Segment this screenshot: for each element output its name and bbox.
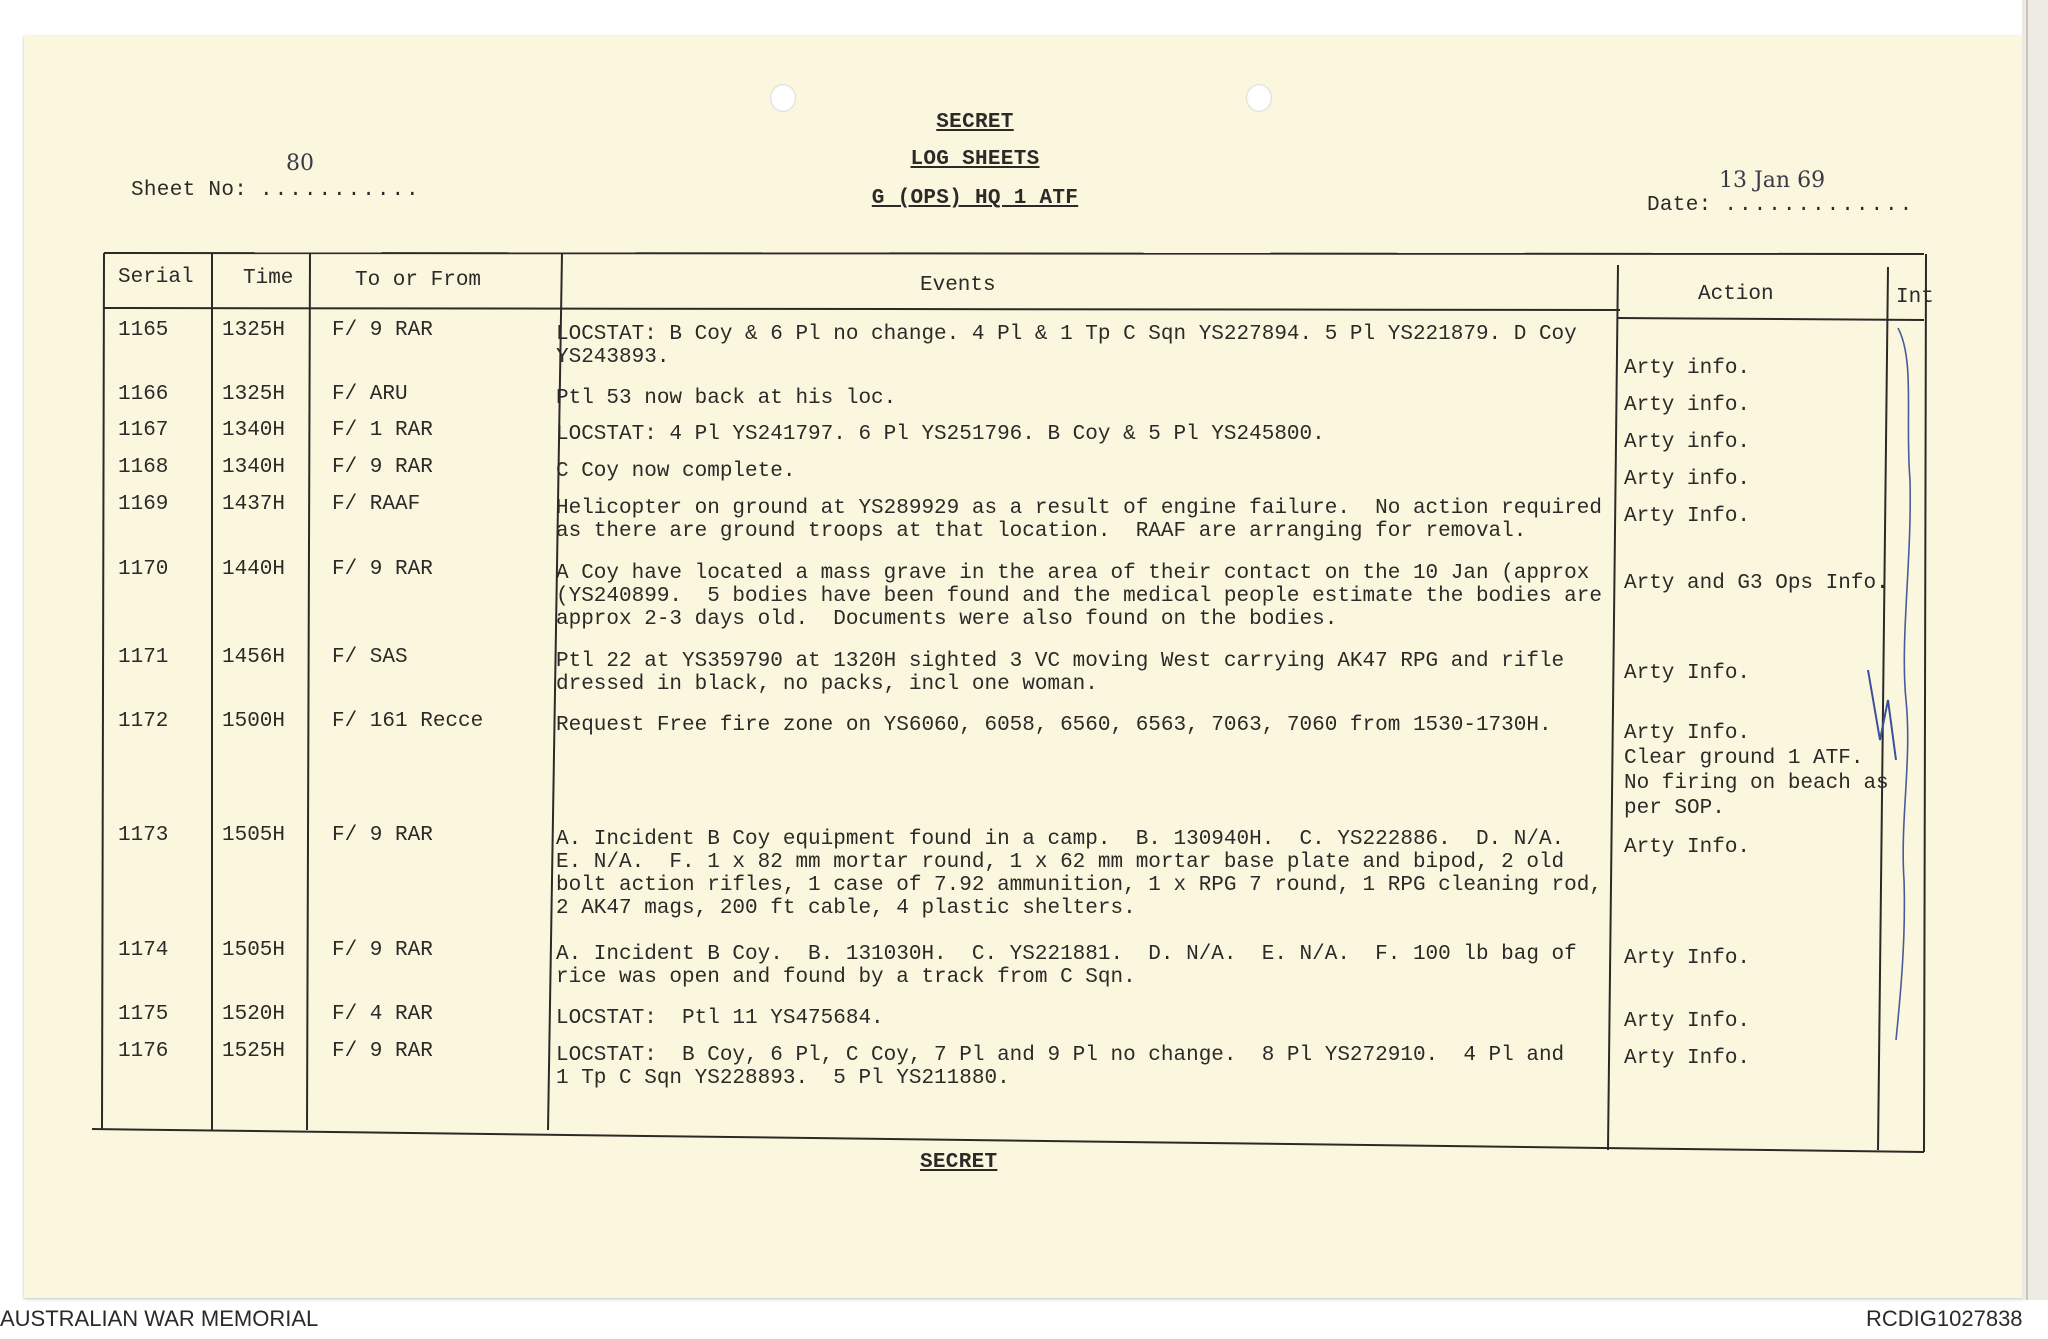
row-event-line: Helicopter on ground at YS289929 as a result of engine failure. No action required xyxy=(556,497,1602,520)
row-event-line: as there are ground troops at that location. RAAF are arranging for removal. xyxy=(556,520,1527,543)
row-serial: 1167 xyxy=(118,419,169,442)
row-event-line: LOCSTAT: B Coy, 6 Pl, C Coy, 7 Pl and 9 Pl no change. 8 Pl YS272910. 4 Pl and xyxy=(556,1044,1565,1067)
row-serial: 1165 xyxy=(118,319,169,342)
row-from: F/ SAS xyxy=(332,646,408,669)
row-serial: 1169 xyxy=(118,493,169,516)
row-serial: 1175 xyxy=(118,1003,169,1026)
sheet-dots: ........... xyxy=(260,179,421,202)
row-serial: 1168 xyxy=(118,456,169,479)
col-header-serial: Serial xyxy=(118,266,194,289)
row-from: F/ 1 RAR xyxy=(332,419,433,442)
row-event-line: Request Free fire zone on YS6060, 6058, 6560, 6563, 7063, 7060 from 1530-1730H. xyxy=(556,714,1552,737)
row-action-line: Arty Info. xyxy=(1624,1010,1751,1033)
row-serial: 1172 xyxy=(118,710,169,733)
row-event-line: C Coy now complete. xyxy=(556,460,796,483)
col-header-time: Time xyxy=(243,267,294,290)
row-event-line: LOCSTAT: B Coy & 6 Pl no change. 4 Pl & 1 Tp C Sqn YS227894. 5 Pl YS221879. D Coy xyxy=(556,323,1577,346)
row-from: F/ 161 Recce xyxy=(332,710,484,733)
row-event-line: A. Incident B Coy. B. 131030H. C. YS221881. D. N/A. E. N/A. F. 100 lb bag of xyxy=(556,943,1577,966)
row-from: F/ RAAF xyxy=(332,493,421,516)
date-value: 13 Jan 69 xyxy=(1719,168,1826,193)
row-action-line: Arty Info. xyxy=(1624,662,1751,685)
row-time: 1325H xyxy=(222,383,286,406)
row-time: 1505H xyxy=(222,939,286,962)
row-event-line: 2 AK47 mags, 200 ft cable, 4 plastic shelters. xyxy=(556,897,1136,920)
col-header-to-or-from: To or From xyxy=(355,269,482,292)
row-event-line: bolt action rifles, 1 case of 7.92 ammunition, 1 x RPG 7 round, 1 RPG cleaning rod, xyxy=(556,874,1602,897)
footer-reference: RCDIG1027838 xyxy=(1866,1306,2023,1331)
sheet-label-text: Sheet No: xyxy=(131,179,248,202)
row-from: F/ ARU xyxy=(332,383,408,406)
row-time: 1437H xyxy=(222,493,286,516)
col-header-action: Action xyxy=(1698,283,1774,306)
unit-heading: G (OPS) HQ 1 ATF xyxy=(871,187,1079,210)
row-event-line: Ptl 53 now back at his loc. xyxy=(556,387,897,410)
review-tick-line xyxy=(1896,328,1910,1040)
row-from: F/ 9 RAR xyxy=(332,456,433,479)
row-time: 1325H xyxy=(222,319,286,342)
row-action-line: Arty info. xyxy=(1624,431,1751,454)
classification-bottom: SECRET xyxy=(920,1151,998,1174)
row-action-line: Arty Info. xyxy=(1624,722,1751,745)
footer-archive: AUSTRALIAN WAR MEMORIAL xyxy=(0,1306,319,1331)
row-action-line: Clear ground 1 ATF. xyxy=(1624,747,1864,770)
row-time: 1520H xyxy=(222,1003,286,1026)
row-from: F/ 9 RAR xyxy=(332,824,433,847)
row-action-line: Arty Info. xyxy=(1624,1047,1751,1070)
row-time: 1525H xyxy=(222,1040,286,1063)
page-title: LOG SHEETS xyxy=(910,148,1040,171)
row-action-line: per SOP. xyxy=(1624,797,1725,820)
row-action-line: No firing on beach as xyxy=(1624,772,1889,795)
row-action-line: Arty info. xyxy=(1624,468,1751,491)
row-action-line: Arty Info. xyxy=(1624,947,1751,970)
row-serial: 1171 xyxy=(118,646,169,669)
row-from: F/ 9 RAR xyxy=(332,319,433,342)
col-header-events: Events xyxy=(920,274,996,297)
row-event-line: dressed in black, no packs, incl one woman. xyxy=(556,673,1098,696)
row-serial: 1170 xyxy=(118,558,169,581)
row-from: F/ 9 RAR xyxy=(332,939,433,962)
row-event-line: YS243893. xyxy=(556,346,670,369)
row-serial: 1174 xyxy=(118,939,169,962)
row-time: 1340H xyxy=(222,456,286,479)
row-serial: 1173 xyxy=(118,824,169,847)
row-from: F/ 9 RAR xyxy=(332,558,433,581)
sheet-number: 80 xyxy=(286,151,314,176)
row-action-line: Arty Info. xyxy=(1624,505,1751,528)
row-action-line: Arty and G3 Ops Info. xyxy=(1624,572,1889,595)
row-event-line: A. Incident B Coy equipment found in a camp. B. 130940H. C. YS222886. D. N/A. xyxy=(556,828,1565,851)
date-dots: ............. xyxy=(1724,194,1915,217)
row-time: 1505H xyxy=(222,824,286,847)
classification-top: SECRET xyxy=(936,111,1014,134)
row-event-line: LOCSTAT: Ptl 11 YS475684. xyxy=(556,1007,884,1030)
row-event-line: A Coy have located a mass grave in the area of their contact on the 10 Jan (approx xyxy=(556,562,1590,585)
col-header-int: Int xyxy=(1896,286,1934,309)
row-event-line: Ptl 22 at YS359790 at 1320H sighted 3 VC moving West carrying AK47 RPG and rifle xyxy=(556,650,1565,673)
row-event-line: approx 2-3 days old. Documents were also found on the bodies. xyxy=(556,608,1338,631)
row-event-line: LOCSTAT: 4 Pl YS241797. 6 Pl YS251796. B Coy & 5 Pl YS245800. xyxy=(556,423,1325,446)
row-serial: 1166 xyxy=(118,383,169,406)
row-time: 1340H xyxy=(222,419,286,442)
row-from: F/ 4 RAR xyxy=(332,1003,433,1026)
row-serial: 1176 xyxy=(118,1040,169,1063)
row-time: 1456H xyxy=(222,646,286,669)
row-action-line: Arty Info. xyxy=(1624,836,1751,859)
row-event-line: 1 Tp C Sqn YS228893. 5 Pl YS211880. xyxy=(556,1067,1010,1090)
row-time: 1500H xyxy=(222,710,286,733)
row-event-line: rice was open and found by a track from C Sqn. xyxy=(556,966,1136,989)
date-label-text: Date: xyxy=(1647,194,1712,217)
row-time: 1440H xyxy=(222,558,286,581)
row-event-line: E. N/A. F. 1 x 82 mm mortar round, 1 x 62 mm mortar base plate and bipod, 2 old xyxy=(556,851,1565,874)
row-from: F/ 9 RAR xyxy=(332,1040,433,1063)
row-action-line: Arty info. xyxy=(1624,357,1751,380)
row-event-line: (YS240899. 5 bodies have been found and the medical people estimate the bodies are xyxy=(556,585,1602,608)
row-action-line: Arty info. xyxy=(1624,394,1751,417)
